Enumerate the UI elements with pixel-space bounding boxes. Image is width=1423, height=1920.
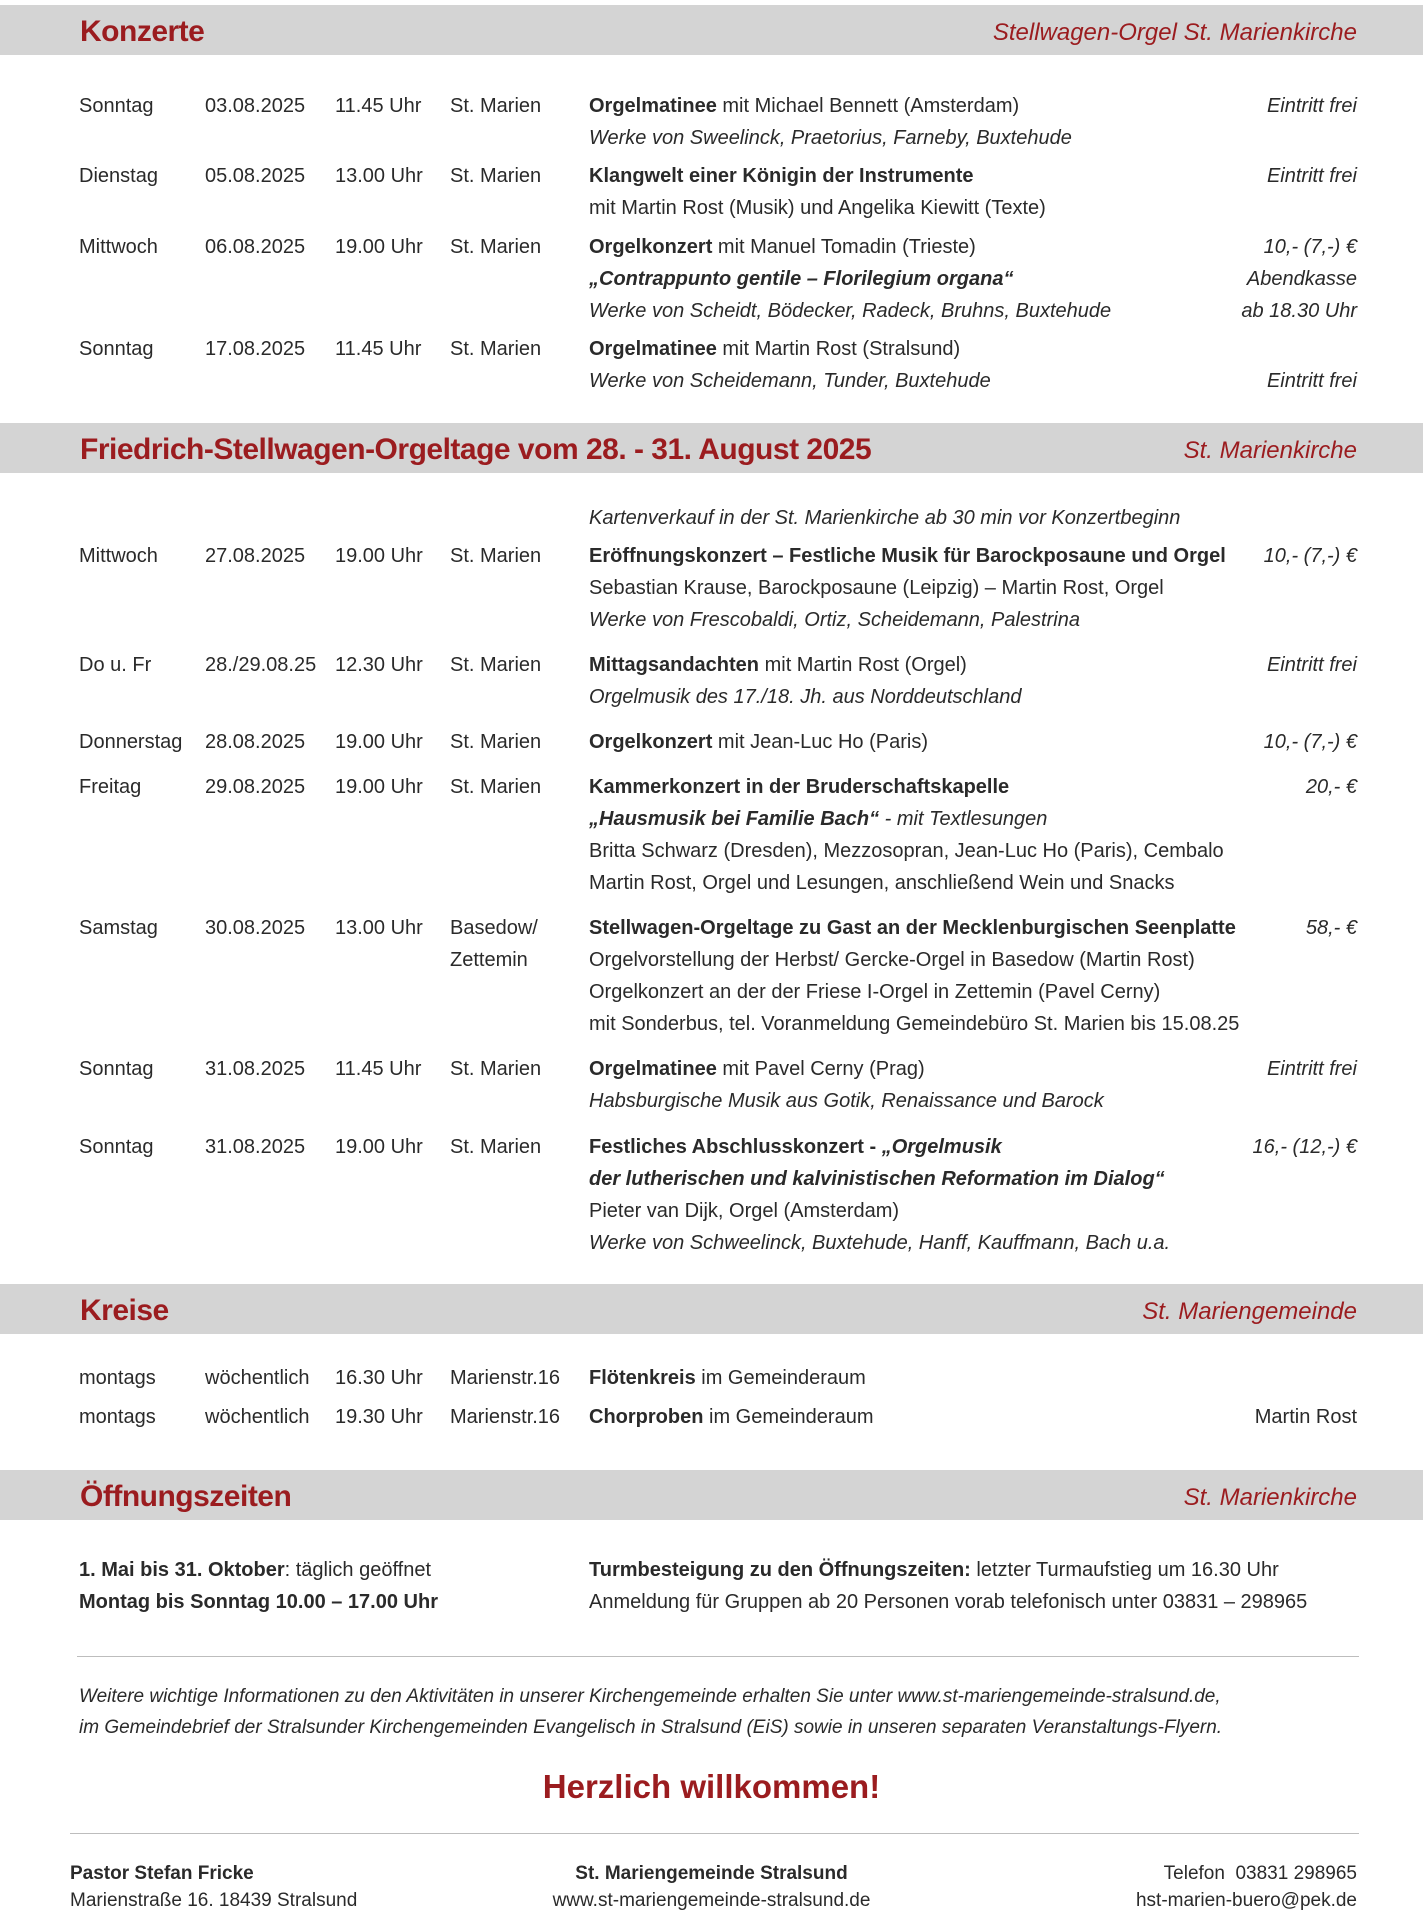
section-header-oeffnungszeiten (0, 1470, 1423, 1520)
opening-period: 1. Mai bis 31. Oktober: täglich geöffnet (79, 1559, 432, 1581)
event-day: Donnerstag (79, 731, 183, 753)
event-detail: Sebastian Krause, Barockposaune (Leipzig) – Martin Rost, Orgel (589, 577, 1164, 599)
event-title: Festliches Abschlusskonzert - „Orgelmusik (589, 1136, 1002, 1158)
event-date: 31.08.2025 (205, 1136, 306, 1158)
tower-info: Turmbesteigung zu den Öffnungszeiten: letzter Turmaufstieg um 16.30 Uhr (589, 1559, 1279, 1581)
section-subtitle: St. Marienkirche (1183, 437, 1357, 464)
event-title: Kammerkonzert in der Bruderschaftskapelle (589, 776, 1010, 798)
event-date: 27.08.2025 (205, 545, 306, 567)
event-date: 30.08.2025 (205, 917, 306, 939)
event-day: Samstag (79, 917, 158, 939)
event-date: 06.08.2025 (205, 236, 306, 258)
event-place: St. Marien (450, 95, 542, 117)
event-price: Eintritt frei (1266, 654, 1357, 676)
event-program-title: „Hausmusik bei Familie Bach“ - mit Textlesungen (589, 808, 1048, 830)
group-day: montags (79, 1406, 156, 1428)
event-detail: Werke von Frescobaldi, Ortiz, Scheidemann, Palestrina (589, 609, 1080, 631)
event-title: Orgelmatinee mit Michael Bennett (Amsterdam) (589, 95, 1020, 117)
event-time: 19.00 Uhr (335, 1136, 423, 1158)
event-day: Sonntag (79, 1136, 154, 1158)
group-day: montags (79, 1367, 156, 1389)
event-detail: Martin Rost, Orgel und Lesungen, anschließend Wein und Snacks (589, 872, 1175, 894)
section-header-kreise (0, 1284, 1423, 1334)
event-day: Mittwoch (79, 236, 158, 258)
event-program-title: der lutherischen und kalvinistischen Reformation im Dialog“ (589, 1168, 1165, 1190)
group-place: Marienstr.16 (450, 1406, 561, 1428)
website-link[interactable]: www.st-mariengemeinde-stralsund.de (552, 1890, 871, 1911)
info-note: Weitere wichtige Informationen zu den Aktivitäten in unserer Kirchengemeinde erhalten Sie unter www.st-mariengemeinde-stralsund.de, (79, 1686, 1221, 1707)
event-day: Sonntag (79, 1058, 154, 1080)
group-place: Marienstr.16 (450, 1367, 561, 1389)
event-price: 10,- (7,-) € (1263, 731, 1357, 753)
event-date: 28./29.08.25 (205, 654, 317, 676)
event-title: Orgelmatinee mit Pavel Cerny (Prag) (589, 1058, 925, 1080)
event-detail: mit Martin Rost (Musik) und Angelika Kiewitt (Texte) (589, 197, 1046, 219)
event-date: 03.08.2025 (205, 95, 306, 117)
event-place: St. Marien (450, 236, 542, 258)
event-place: Basedow/ (450, 917, 538, 939)
email-link[interactable]: hst-marien-buero@pek.de (1135, 1890, 1357, 1911)
event-time: 13.00 Uhr (335, 917, 423, 939)
event-detail: mit Sonderbus, tel. Voranmeldung Gemeindebüro St. Marien bis 15.08.25 (589, 1013, 1240, 1035)
pastor-name: Pastor Stefan Fricke (70, 1863, 254, 1884)
event-time: 11.45 Uhr (335, 95, 422, 117)
section-header-orgeltage (0, 423, 1423, 473)
section-title: Kreise (80, 1294, 169, 1327)
event-title: Klangwelt einer Königin der Instrumente (589, 165, 974, 187)
event-price: Eintritt frei (1266, 1058, 1357, 1080)
event-date: 05.08.2025 (205, 165, 306, 187)
event-detail: Britta Schwarz (Dresden), Mezzosopran, Jean-Luc Ho (Paris), Cembalo (589, 840, 1224, 862)
event-title: Orgelkonzert mit Manuel Tomadin (Trieste) (589, 236, 976, 258)
section-subtitle: Stellwagen-Orgel St. Marienkirche (992, 19, 1357, 46)
section-title: Friedrich-Stellwagen-Orgeltage vom 28. - 31. August 2025 (80, 433, 872, 466)
event-time: 12.30 Uhr (335, 654, 423, 676)
event-price: Eintritt frei (1266, 165, 1357, 187)
event-day: Sonntag (79, 338, 154, 360)
opening-times: Montag bis Sonntag 10.00 – 17.00 Uhr (79, 1591, 438, 1613)
event-day: Sonntag (79, 95, 154, 117)
event-price: 20,- € (1305, 776, 1357, 798)
event-price-note: Abendkasse (1246, 268, 1357, 290)
event-detail: Werke von Sweelinck, Praetorius, Farneby, Buxtehude (589, 127, 1072, 149)
event-title: Stellwagen-Orgeltage zu Gast an der Mecklenburgischen Seenplatte (589, 917, 1236, 939)
event-detail: Werke von Scheidt, Bödecker, Radeck, Bruhns, Buxtehude (589, 300, 1112, 322)
event-day: Freitag (79, 776, 142, 798)
event-place: St. Marien (450, 165, 542, 187)
group-title: Flötenkreis im Gemeinderaum (589, 1367, 866, 1389)
event-price: 10,- (7,-) € (1263, 236, 1357, 258)
event-title: Eröffnungskonzert – Festliche Musik für Barockposaune und Orgel (589, 545, 1226, 567)
section-subtitle: St. Marienkirche (1183, 1484, 1357, 1511)
event-day: Mittwoch (79, 545, 158, 567)
group-frequency: wöchentlich (205, 1367, 310, 1389)
group-time: 16.30 Uhr (335, 1367, 423, 1389)
info-note: im Gemeindebrief der Stralsunder Kirchengemeinden Evangelisch in Stralsund (EiS) sowie in unseren separaten Veranstaltungs-Flyern. (79, 1717, 1223, 1738)
event-price: Eintritt frei (1266, 370, 1357, 392)
group-registration-info: Anmeldung für Gruppen ab 20 Personen vorab telefonisch unter 03831 – 298965 (589, 1591, 1308, 1613)
event-time: 11.45 Uhr (335, 1058, 422, 1080)
event-place: Zettemin (450, 949, 528, 971)
section-title: Konzerte (80, 15, 205, 48)
event-price: 10,- (7,-) € (1263, 545, 1357, 567)
event-price: Eintritt frei (1266, 95, 1357, 117)
event-detail: Werke von Schweelinck, Buxtehude, Hanff, Kauffmann, Bach u.a. (589, 1232, 1171, 1254)
event-time: 19.00 Uhr (335, 236, 423, 258)
divider (70, 1833, 1359, 1834)
event-detail: Habsburgische Musik aus Gotik, Renaissance und Barock (589, 1090, 1104, 1112)
section-header-konzerte (0, 5, 1423, 55)
event-detail: Orgelvorstellung der Herbst/ Gercke-Orgel in Basedow (Martin Rost) (589, 949, 1195, 971)
event-price: 16,- (12,-) € (1252, 1136, 1357, 1158)
section-subtitle: St. Mariengemeinde (1142, 1298, 1357, 1325)
event-day: Dienstag (79, 165, 158, 187)
address: Marienstraße 16. 18439 Stralsund (70, 1890, 358, 1911)
event-place: St. Marien (450, 731, 542, 753)
event-title: Orgelmatinee mit Martin Rost (Stralsund) (589, 338, 961, 360)
event-price-note: ab 18.30 Uhr (1241, 300, 1357, 322)
event-title: Mittagsandachten mit Martin Rost (Orgel) (589, 654, 967, 676)
event-place: St. Marien (450, 338, 542, 360)
event-place: St. Marien (450, 776, 542, 798)
event-place: St. Marien (450, 545, 542, 567)
event-date: 29.08.2025 (205, 776, 306, 798)
event-detail: Orgelkonzert an der der Friese I-Orgel in Zettemin (Pavel Cerny) (589, 981, 1161, 1003)
group-leader: Martin Rost (1254, 1406, 1357, 1428)
group-frequency: wöchentlich (205, 1406, 310, 1428)
section-title: Öffnungszeiten (80, 1480, 292, 1513)
phone: Telefon 03831 298965 (1163, 1863, 1357, 1884)
event-date: 28.08.2025 (205, 731, 306, 753)
event-time: 11.45 Uhr (335, 338, 422, 360)
event-detail: Werke von Scheidemann, Tunder, Buxtehude (589, 370, 991, 392)
event-time: 19.00 Uhr (335, 731, 423, 753)
event-detail: Orgelmusik des 17./18. Jh. aus Norddeutschland (589, 686, 1022, 708)
event-place: St. Marien (450, 654, 542, 676)
event-place: St. Marien (450, 1058, 542, 1080)
event-date: 31.08.2025 (205, 1058, 306, 1080)
event-place: St. Marien (450, 1136, 542, 1158)
event-time: 19.00 Uhr (335, 545, 423, 567)
group-time: 19.30 Uhr (335, 1406, 423, 1428)
divider (77, 1656, 1359, 1657)
welcome-text: Herzlich willkommen! (542, 1768, 881, 1805)
parish-name: St. Mariengemeinde Stralsund (575, 1863, 848, 1884)
group-title: Chorproben im Gemeinderaum (589, 1406, 874, 1428)
event-day: Do u. Fr (79, 654, 152, 676)
event-price: 58,- € (1305, 917, 1357, 939)
event-program-title: „Contrappunto gentile – Florilegium organa“ (589, 268, 1014, 290)
event-detail: Pieter van Dijk, Orgel (Amsterdam) (589, 1200, 900, 1222)
footer-contact (1136, 1860, 1357, 1914)
event-time: 13.00 Uhr (335, 165, 423, 187)
event-time: 19.00 Uhr (335, 776, 423, 798)
event-date: 17.08.2025 (205, 338, 306, 360)
event-title: Orgelkonzert mit Jean-Luc Ho (Paris) (589, 731, 928, 753)
